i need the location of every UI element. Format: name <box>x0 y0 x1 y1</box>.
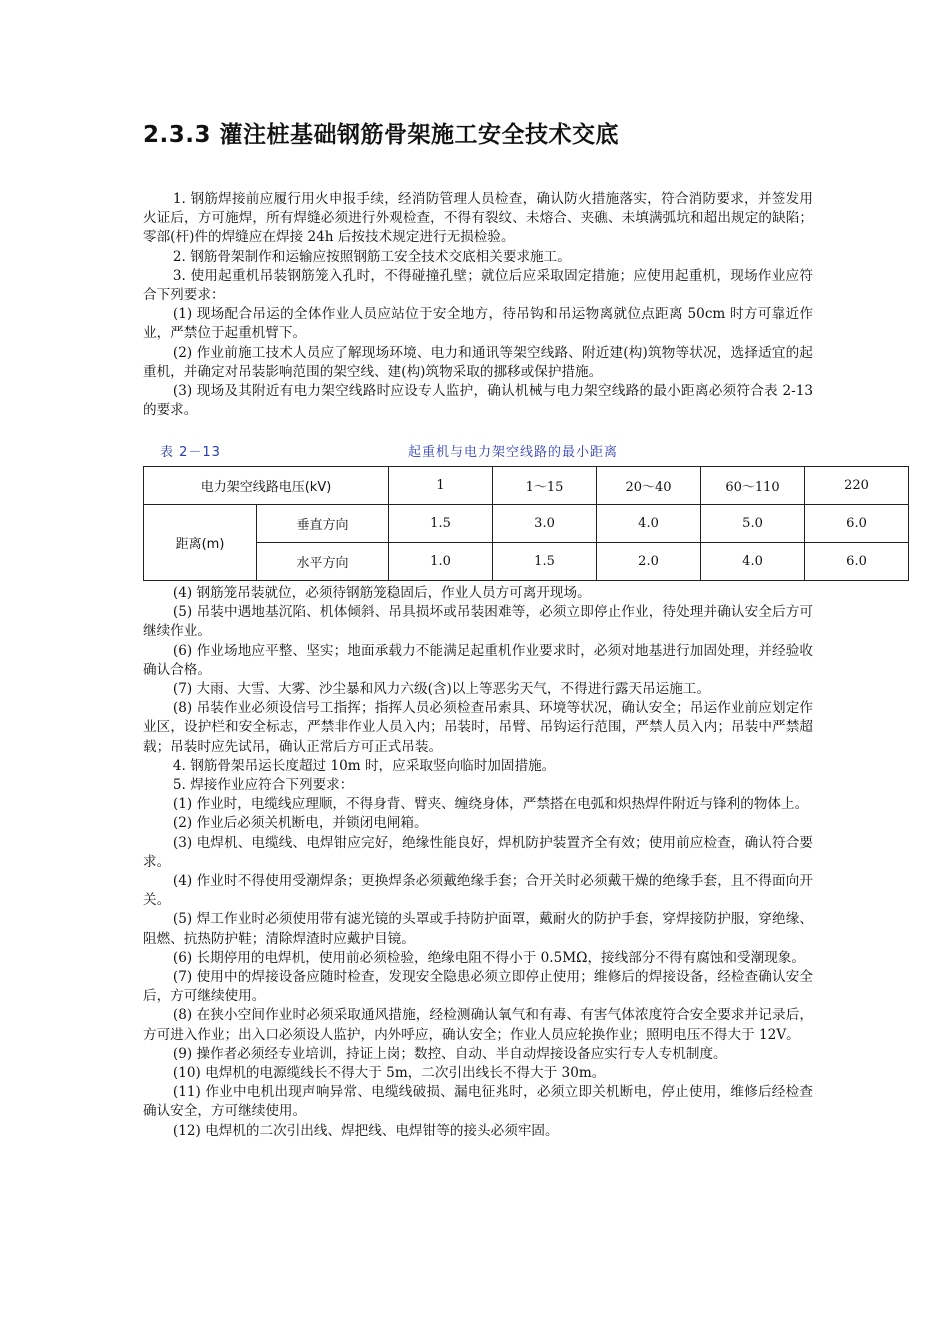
table-cell: 1.0 <box>389 543 493 581</box>
table-row <box>144 505 909 543</box>
paragraph: (7) 大雨、大雪、大雾、沙尘暴和风力六级(含)以上等恶劣天气，不得进行露天吊运施工。 <box>172 681 711 698</box>
table-title: 起重机与电力架空线路的最小距离 <box>408 445 619 460</box>
voltage-cell: 20～40 <box>597 467 701 505</box>
paragraph: 1. 钢筋焊接前应履行用火申报手续，经消防管理人员检查，确认防火措施落实，符合消防要求，并签发用火证后，方可施焊，所有焊缝必须进行外观检查，不得有裂纹、未熔合、夹礁、未填满弧坑和超出规定的缺陷；零部(杆)件的焊缝应在焊接 24h 后按技术规定进行无损检验。 <box>143 191 813 246</box>
paragraph: (6) 作业场地应平整、坚实；地面承载力不能满足起重机作业要求时，必须对地基进行加固处理，并经验收确认合格。 <box>143 642 813 678</box>
intro-section <box>143 190 813 420</box>
paragraph: (4) 钢筋笼吊装就位，必须待钢筋笼稳固后，作业人员方可离开现场。 <box>172 585 591 601</box>
voltage-cell: 1～15 <box>493 467 597 505</box>
distance-table <box>143 466 909 581</box>
table-header-row <box>144 467 909 505</box>
paragraph: (8) 吊装作业必须设信号工指挥；指挥人员必须检查吊索具、环境等状况，确认安全；吊运作业前应划定作业区，设护栏和安全标志，严禁非作业人员入内；吊装时，吊臂、吊钩运行范围，严禁人员入内；吊装中严禁超载；吊装时应先试吊，确认正常后方可正式吊装。 <box>143 700 813 755</box>
paragraph: (4) 作业时不得使用受潮焊条；更换焊条必须戴绝缘手套；合开关时必须戴干燥的绝缘手套，且不得面向开关。 <box>143 873 813 909</box>
paragraph: (12) 电焊机的二次引出线、焊把线、电焊钳等的接头必须牢固。 <box>172 1122 559 1139</box>
paragraph: (3) 电焊机、电缆线、电焊钳应完好，绝缘性能良好，焊机防护装置齐全有效；使用前应检查，确认符合要求。 <box>143 834 813 870</box>
paragraph: (10) 电焊机的电源缆线长不得大于 5m，二次引出线长不得大于 30m。 <box>172 1065 606 1082</box>
paragraph: (3) 现场及其附近有电力架空线路时应设专人监护，确认机械与电力架空线路的最小距离必须符合表 2-13 的要求。 <box>143 383 813 419</box>
direction-label: 水平方向 <box>257 543 389 581</box>
paragraph: 3. 使用起重机吊装钢筋笼入孔时，不得碰撞孔壁；就位后应采取固定措施；应使用起重机，现场作业应符合下列要求： <box>143 267 813 304</box>
paragraph: 2. 钢筋骨架制作和运输应按照钢筋工安全技术交底相关要求施工。 <box>172 248 571 265</box>
table-cell: 6.0 <box>805 505 909 543</box>
paragraph: 4. 钢筋骨架吊运长度超过 10m 时，应采取竖向临时加固措施。 <box>172 757 556 774</box>
voltage-cell: 60～110 <box>701 467 805 505</box>
paragraph: (5) 焊工作业时必须使用带有滤光镜的头罩或手持防护面罩，戴耐火的防护手套，穿焊接防护服，穿绝缘、阻燃、抗热防护鞋；清除焊渣时应戴护目镜。 <box>143 911 813 947</box>
paragraph: (1) 现场配合吊运的全体作业人员应站位于安全地方，待吊钩和吊运物离就位点距离 50cm 时方可靠近作业，严禁位于起重机臂下。 <box>143 306 813 342</box>
table-caption <box>160 441 820 461</box>
paragraph: (9) 操作者必须经专业培训，持证上岗；数控、自动、半自动焊接设备应实行专人专机制度。 <box>172 1045 727 1062</box>
paragraph: (2) 作业前施工技术人员应了解现场环境、电力和通讯等架空线路、附近建(构)筑物等状况，选择适宜的起重机，并确定对吊装影响范围的架空线、建(构)筑物采取的挪移或保护措施。 <box>143 344 813 380</box>
paragraph: 5. 焊接作业应符合下列要求： <box>172 777 354 794</box>
table-cell: 1.5 <box>493 543 597 581</box>
table-cell: 2.0 <box>597 543 701 581</box>
paragraph: (8) 在狭小空间作业时必须采取通风措施，经检测确认氧气和有毒、有害气体浓度符合安全要求并记录后，方可进入作业；出入口必须设人监护，内外呼应，确认安全；作业人员应轮换作业；照明电压不得大于 12V。 <box>143 1007 813 1043</box>
table-cell: 5.0 <box>701 505 805 543</box>
distance-label: 距离(m) <box>144 505 257 581</box>
table-cell: 3.0 <box>493 505 597 543</box>
paragraph: (6) 长期停用的电焊机，使用前必须检验，绝缘电阻不得小于 0.5MΩ，接线部分不得有腐蚀和受潮现象。 <box>172 949 805 966</box>
paragraph: (7) 使用中的焊接设备应随时检查，发现安全隐患必须立即停止使用；维修后的焊接设备，经检查确认安全后，方可继续使用。 <box>143 969 813 1005</box>
table-cell: 6.0 <box>805 543 909 581</box>
table-cell: 4.0 <box>701 543 805 581</box>
header-voltage-label: 电力架空线路电压(kV) <box>144 467 389 505</box>
paragraph: (11) 作业中电机出现声响异常、电缆线破损、漏电征兆时，必须立即关机断电，停止使用，维修后经检查确认安全，方可继续使用。 <box>143 1084 813 1120</box>
paragraph: (1) 作业时，电缆线应理顺，不得身背、臂夹、缠绕身体，严禁搭在电弧和炽热焊件附近与锋利的物体上。 <box>172 796 809 813</box>
direction-label: 垂直方向 <box>257 505 389 543</box>
paragraph: (2) 作业后必须关机断电，并锁闭电闸箱。 <box>172 815 428 832</box>
table-row <box>144 543 909 581</box>
voltage-cell: 220 <box>805 467 909 505</box>
table-cell: 4.0 <box>597 505 701 543</box>
paragraph: (5) 吊装中遇地基沉陷、机体倾斜、吊具损坏或吊装困难等，必须立即停止作业，待处理并确认安全后方可继续作业。 <box>143 604 813 640</box>
voltage-cell: 1 <box>389 467 493 505</box>
table-number: 表 2－13 <box>160 445 221 460</box>
after-section <box>143 584 813 1141</box>
page-title: 2.3.3 灌注桩基础钢筋骨架施工安全技术交底 <box>143 122 619 148</box>
table-cell: 1.5 <box>389 505 493 543</box>
